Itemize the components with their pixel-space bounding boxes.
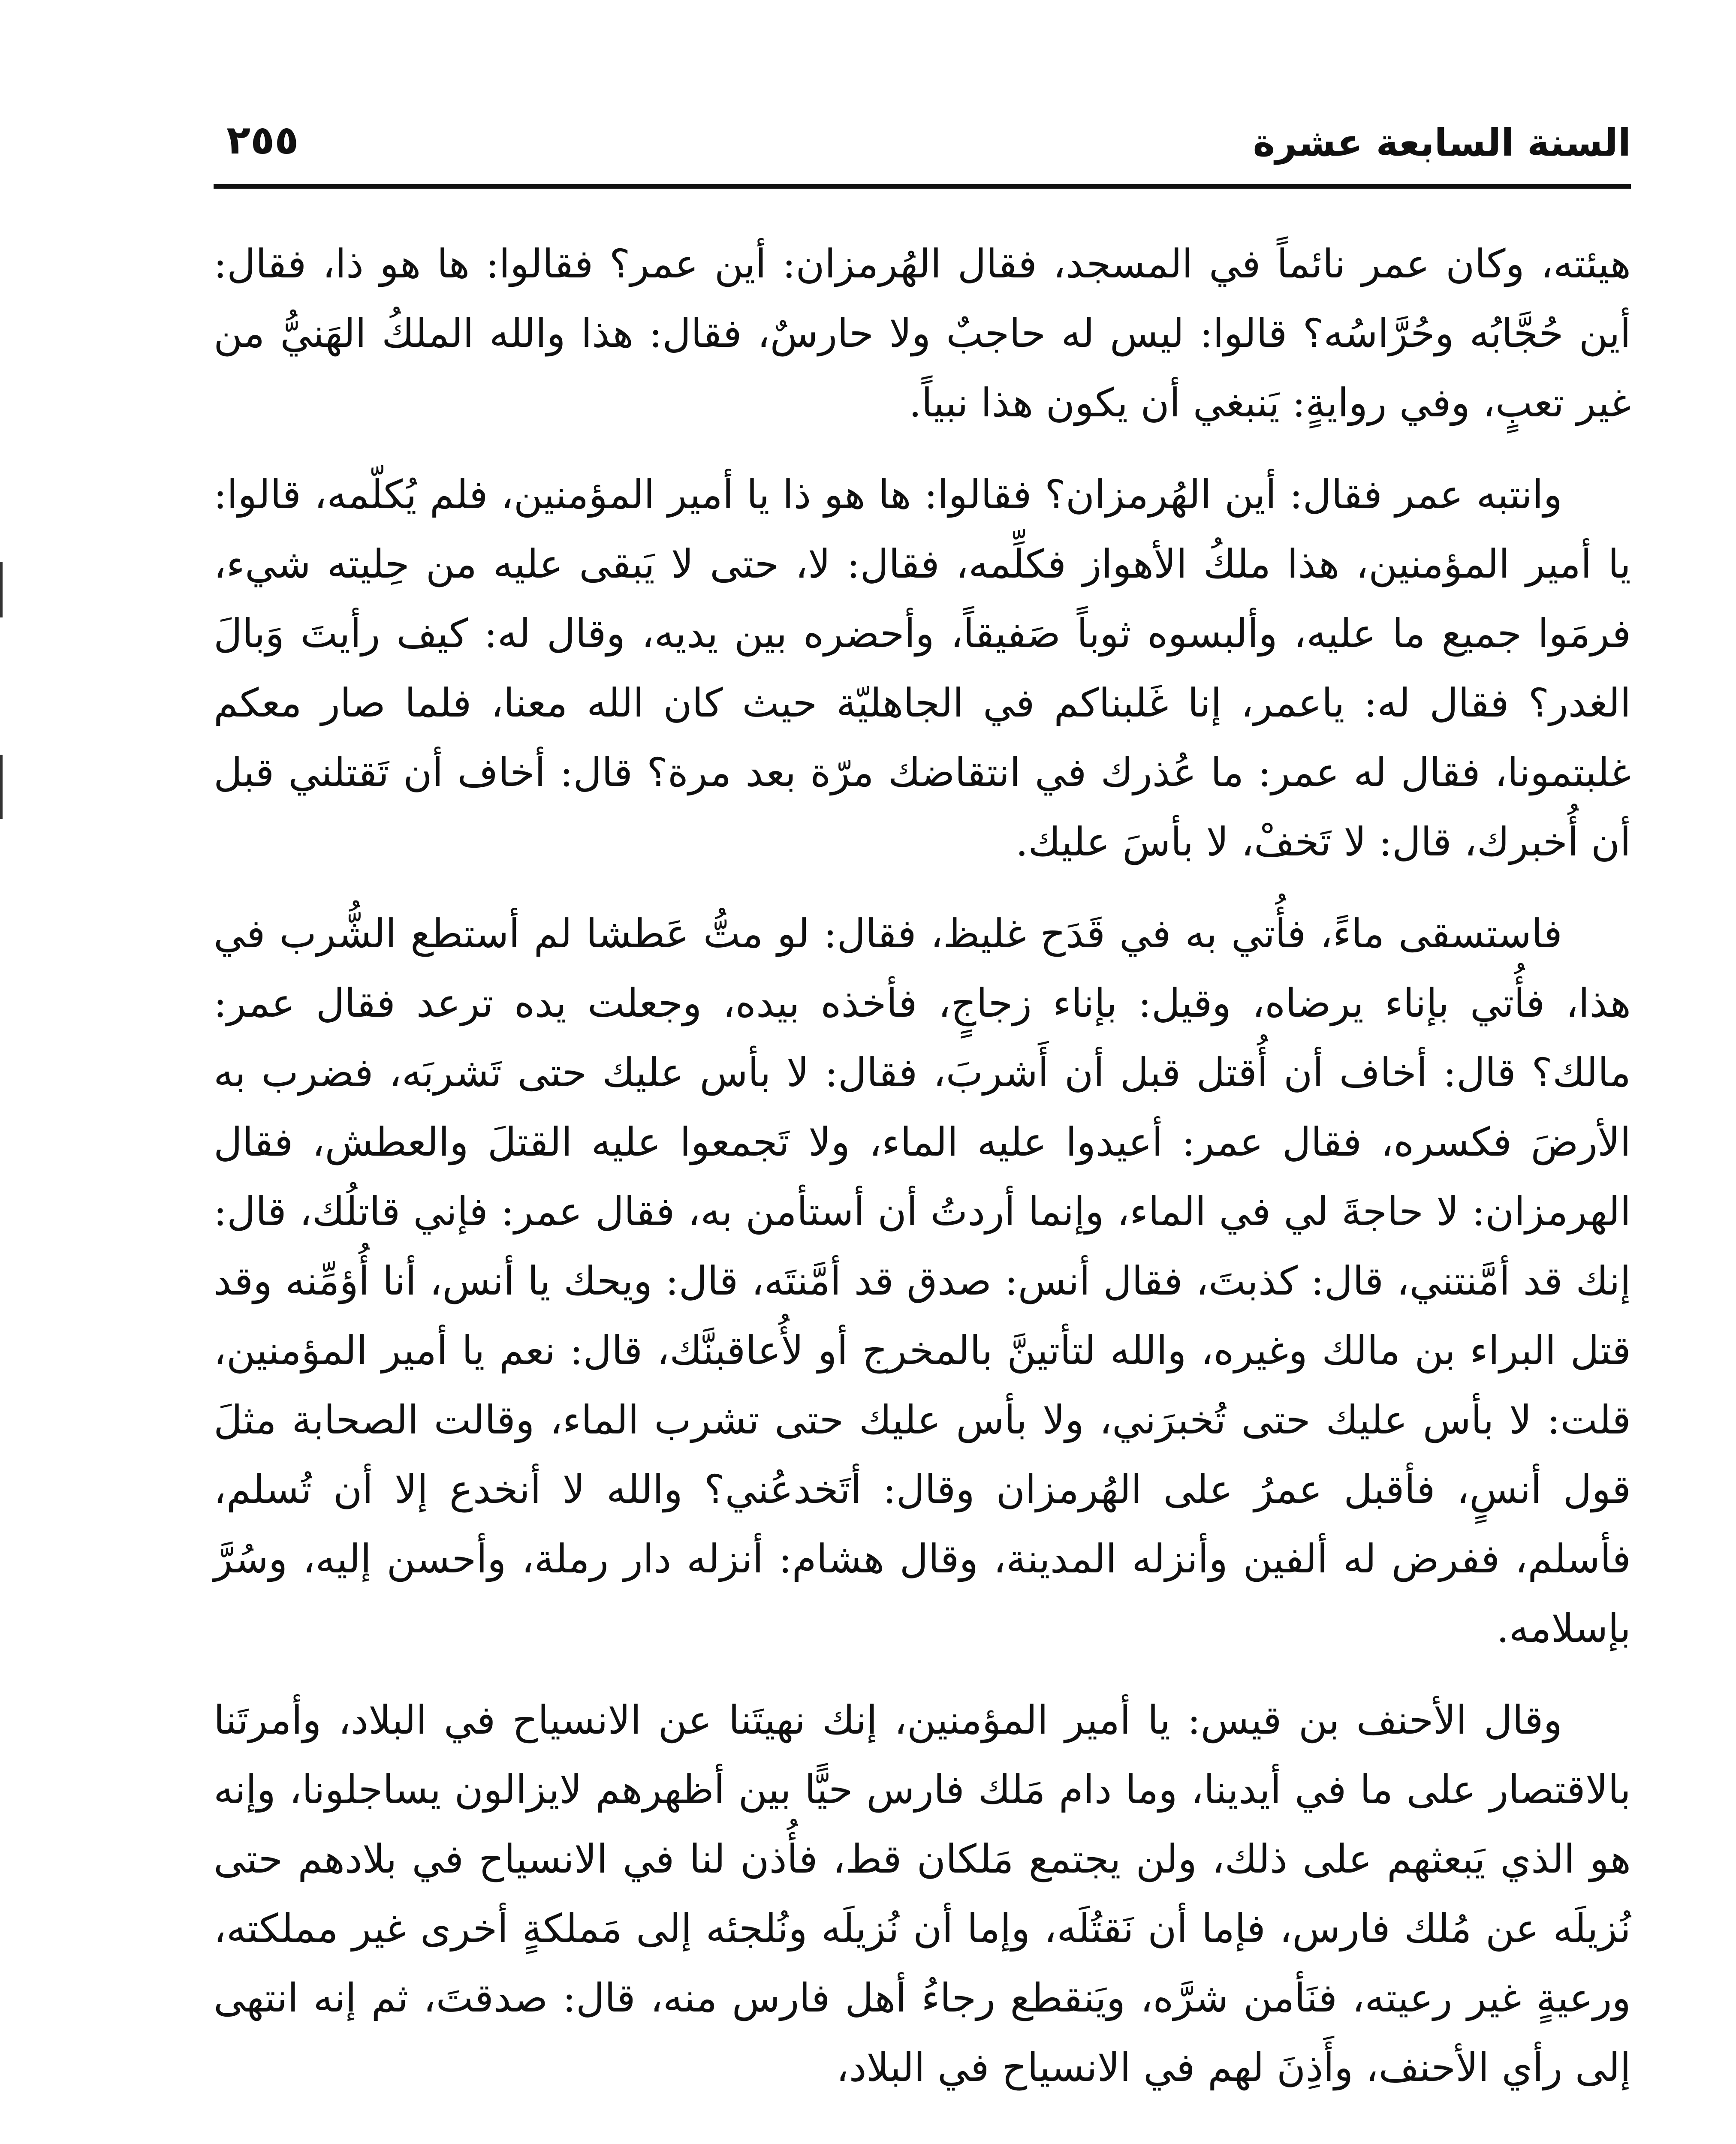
paragraph: هيئته، وكان عمر نائماً في المسجد، فقال الهُرمزان: أين عمر؟ فقالوا: ها هو ذا، فقال: أين حُجَّابُه وحُرَّاسُه؟ قالوا: ليس له حاجبٌ ولا حارسٌ، فقال: هذا والله الملكُ الهَنيُّ من غير تعبٍ، وفي روايةٍ: يَنبغي أن يكون هذا نبياً. xyxy=(214,241,1631,426)
scan-edge-mark xyxy=(0,562,3,617)
paragraph: وانتبه عمر فقال: أين الهُرمزان؟ فقالوا: ها هو ذا يا أمير المؤمنين، فلم يُكلّمه، قالوا: يا أمير المؤمنين، هذا ملكُ الأهواز فكلِّمه، فقال: لا، حتى لا يَبقى عليه من حِليته شيء، فرمَوا جميع ما عليه، وألبسوه ثوباً صَفيقاً، وأحضره بين يديه، وقال له: كيف رأيتَ وَبالَ الغدر؟ فقال له: ياعمر، إنا غَلبناكم في الجاهليّة حيث كان الله معنا، فلما صار معكم غلبتمونا، فقال له عمر: ما عُذرك في انتقاضك مرّة بعد مرة؟ قال: أخاف أن تَقتلني قبل أن أُخبرك، قال: لا تَخفْ، لا بأسَ عليك. xyxy=(214,472,1631,865)
paragraph: فاستسقى ماءً، فأُتي به في قَدَح غليظ، فقال: لو متُّ عَطشا لم أستطع الشُّرب في هذا، فأُتي بإناء يرضاه، وقيل: بإناء زجاجٍ، فأخذه بيده، وجعلت يده ترعد فقال عمر: مالك؟ قال: أخاف أن أُقتل قبل أن أَشربَ، فقال: لا بأس عليك حتى تَشربَه، فضرب به الأرضَ فكسره، فقال عمر: أعيدوا عليه الماء، ولا تَجمعوا عليه القتلَ والعطش، فقال الهرمزان: لا حاجةَ لي في الماء، وإنما أردتُ أن أستأمن به، فقال عمر: فإني قاتلُك، قال: إنك قد أمَّنتني، قال: كذبتَ، فقال أنس: صدق قد أمَّنتَه، قال: ويحك يا أنس، أنا أُؤمِّنه وقد قتل البراء بن مالك وغيره، والله لتأتينَّ بالمخرج أو لأُعاقبنَّك، قال: نعم يا أمير المؤمنين، قلت: لا بأس عليك حتى تُخبرَني، ولا بأس عليك حتى تشرب الماء، وقالت الصحابة مثلَ قول أنسٍ، فأقبل عمرُ على الهُرمزان وقال: أتَخدعُني؟ والله لا أنخدع إلا أن تُسلم، فأسلم، ففرض له ألفين وأنزله المدينة، وقال هشام: أنزله دار رملة، وأحسن إليه، وسُرَّ بإسلامه. xyxy=(214,911,1631,1651)
scan-edge-mark xyxy=(0,755,3,819)
page-header xyxy=(214,103,1631,189)
body-text xyxy=(214,229,1631,2125)
running-title: السنة السابعة عشرة xyxy=(1253,120,1631,165)
paragraph: وقال الأحنف بن قيس: يا أمير المؤمنين، إنك نهيتَنا عن الانسياح في البلاد، وأمرتَنا بالاقتصار على ما في أيدينا، وما دام مَلك فارس حيًّا بين أظهرهم لايزالون يساجلونا، وإنه هو الذي يَبعثهم على ذلك، ولن يجتمع مَلكان قط، فأُذن لنا في الانسياح في بلادهم حتى نُزيلَه عن مُلك فارس، فإما أن نَقتُلَه، وإما أن نُزيلَه ونُلجئه إلى مَملكةٍ أخرى غير مملكته، ورعيةٍ غير رعيته، فنَأمن شرَّه، ويَنقطع رجاءُ أهل فارس منه، قال: صدقتَ، ثم إنه انتهى إلى رأي الأحنف، وأَذِنَ لهم في الانسياح في البلاد، xyxy=(214,1697,1631,2090)
page-number: ٢٥٥ xyxy=(226,117,299,163)
